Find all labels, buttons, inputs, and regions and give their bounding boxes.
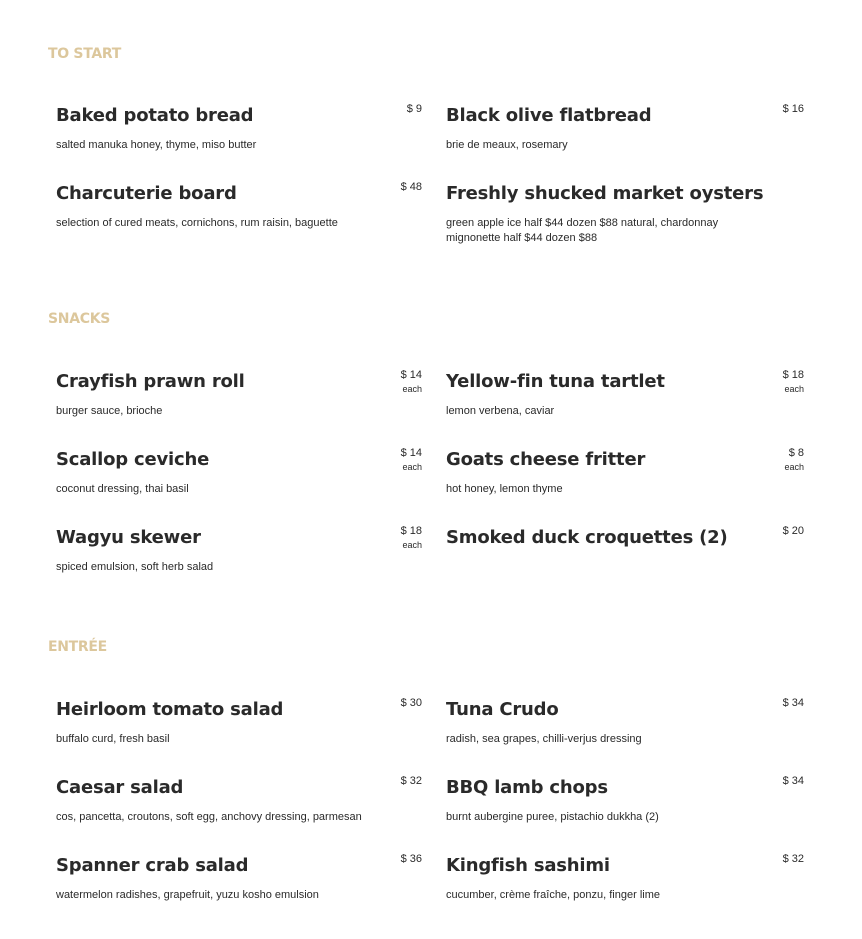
menu-item-description: lemon verbena, caviar — [446, 405, 555, 417]
price-box — [784, 447, 804, 474]
menu-item-price: $ 8 — [788, 447, 804, 459]
menu-item-price: $ 34 — [782, 775, 804, 787]
price-unit: each — [402, 462, 422, 472]
menu-item-description: burnt aubergine puree, pistachio dukkha (2) — [446, 811, 659, 823]
menu-item-description: watermelon radishes, grapefruit, yuzu kosho emulsion — [56, 889, 319, 901]
menu-item-name: Spanner crab salad — [56, 855, 249, 876]
menu-item-description: buffalo curd, fresh basil — [56, 733, 170, 745]
price-box — [401, 775, 422, 788]
price-box — [783, 103, 804, 116]
menu-item-name: Baked potato bread — [56, 105, 254, 126]
menu-item-name: BBQ lamb chops — [446, 777, 608, 798]
menu-item-name: Smoked duck croquettes (2) — [446, 527, 728, 548]
menu-item-description: brie de meaux, rosemary — [446, 139, 568, 151]
menu-item-name: Black olive flatbread — [446, 105, 652, 126]
section-title-entree: ENTRÉE — [48, 639, 107, 655]
menu-item-price: $ 9 — [406, 103, 422, 115]
price-unit: each — [402, 540, 422, 550]
section-title-to-start: TO START — [48, 46, 122, 62]
menu-item-price: $ 14 — [400, 369, 422, 381]
menu-item-description: spiced emulsion, soft herb salad — [56, 561, 214, 573]
menu-item-name: Crayfish prawn roll — [56, 371, 245, 392]
menu-item-description: radish, sea grapes, chilli-verjus dressing — [446, 733, 642, 745]
menu-item-description: cos, pancetta, croutons, soft egg, anchovy dressing, parmesan — [56, 811, 362, 823]
menu-item-price: $ 18 — [782, 369, 804, 381]
price-box — [401, 853, 422, 866]
menu-item-name: Charcuterie board — [56, 183, 237, 204]
menu-item-price: $ 30 — [400, 697, 422, 709]
price-box — [783, 525, 804, 538]
price-box — [401, 447, 422, 474]
menu-item-description: salted manuka honey, thyme, miso butter — [56, 139, 257, 151]
price-box — [401, 697, 422, 710]
menu-item-description: cucumber, crème fraîche, ponzu, finger lime — [446, 889, 660, 901]
menu-item-price: $ 14 — [400, 447, 422, 459]
menu-item-name: Caesar salad — [56, 777, 184, 798]
menu-item-price: $ 36 — [400, 853, 422, 865]
menu-item-name: Scallop ceviche — [56, 449, 210, 470]
menu-item-price: $ 18 — [400, 525, 422, 537]
menu-item-name: Yellow-fin tuna tartlet — [446, 371, 665, 392]
menu-item-name: Heirloom tomato salad — [56, 699, 284, 720]
price-box — [783, 697, 804, 710]
price-box — [783, 853, 804, 866]
menu-item-price: $ 32 — [400, 775, 422, 787]
price-box — [407, 103, 422, 116]
menu-item-name: Tuna Crudo — [446, 699, 559, 720]
price-unit: each — [402, 384, 422, 394]
menu-item-name: Kingfish sashimi — [446, 855, 610, 876]
menu-item-price: $ 34 — [782, 697, 804, 709]
menu-item-price: $ 16 — [782, 103, 804, 115]
menu-item-name: Wagyu skewer — [56, 527, 201, 548]
price-box — [401, 369, 422, 396]
menu-item-price: $ 48 — [400, 181, 422, 193]
section-title-snacks: SNACKS — [48, 311, 111, 327]
menu-item-description: coconut dressing, thai basil — [56, 483, 189, 495]
menu-item-description: green apple ice half $44 dozen $88 natural, chardonnay mignonette half $44 dozen $88 — [446, 217, 719, 244]
menu-item-description: selection of cured meats, cornichons, rum raisin, baguette — [56, 217, 338, 229]
menu-item-name: Goats cheese fritter — [446, 449, 646, 470]
price-box — [783, 775, 804, 788]
menu-item-name: Freshly shucked market oysters — [446, 183, 764, 204]
price-unit: each — [784, 384, 804, 394]
menu-item-price: $ 20 — [782, 525, 804, 537]
menu-item-description: burger sauce, brioche — [56, 405, 163, 417]
price-box — [401, 181, 422, 194]
price-box — [401, 525, 422, 552]
menu-item-price: $ 32 — [782, 853, 804, 865]
price-box — [783, 369, 804, 396]
menu-item-description: hot honey, lemon thyme — [446, 483, 563, 495]
price-unit: each — [784, 462, 804, 472]
